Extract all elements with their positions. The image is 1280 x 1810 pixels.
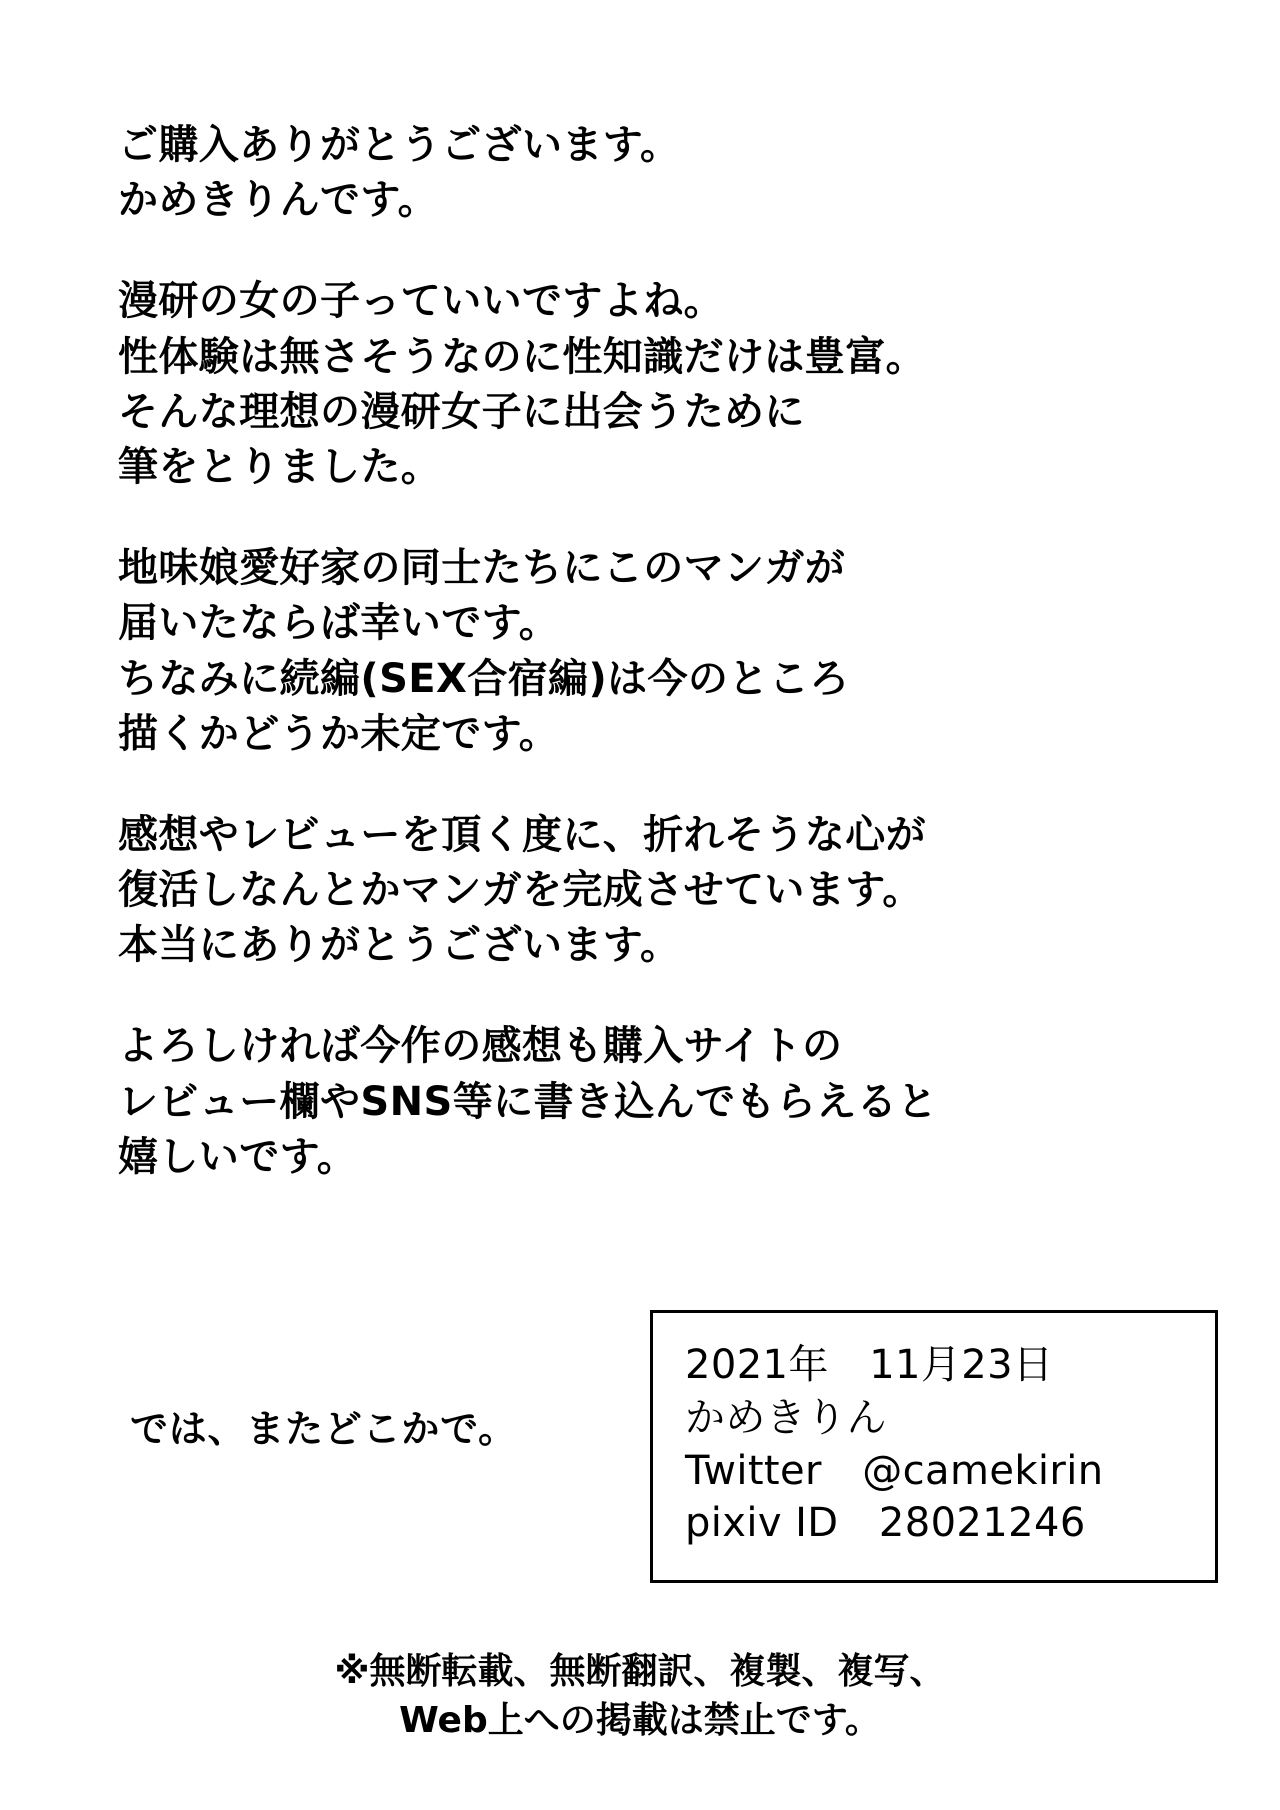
notice-line: ※無断転載、無断翻訳、複製、複写、 [334,1651,946,1692]
colophon-box [650,1310,1218,1583]
notice-line: Web上への掲載は禁止です。 [399,1699,881,1741]
afterword-line: ご購入ありがとうございます。 [118,122,681,168]
afterword-line: ちなみに続編(SEX合宿編)は今のところ [118,655,850,702]
afterword-line: 届いたならば幸いです。 [118,600,560,647]
afterword-paragraph [118,118,1178,228]
afterword-line: 性体験は無さそうなのに性知識だけは豊富。 [118,333,926,380]
afterword-paragraph [118,274,1178,495]
afterword-line: レビュー欄やSNS等に書き込んでもらえると [118,1078,938,1125]
afterword-line: 嬉しいです。 [118,1133,358,1180]
afterword-line: 筆をとりました。 [118,443,442,490]
colophon-author: かめきりん [685,1394,887,1441]
colophon-pixiv-id: pixiv ID 28021246 [685,1500,1086,1547]
afterword-line: 本当にありがとうございます。 [118,922,681,969]
afterword-line: 感想やレビューを頂く度に、折れそうな心が [118,811,926,858]
afterword-line: よろしければ今作の感想も購入サイトの [118,1023,843,1070]
colophon-date: 2021年 11月23日 [685,1342,1054,1388]
afterword-text-block [118,118,1178,1185]
afterword-paragraph [118,541,1178,762]
afterword-line: 描くかどうか未定です。 [118,710,560,757]
afterword-line: かめきりんです。 [118,177,438,224]
afterword-paragraph [118,1019,1178,1185]
afterword-line: 復活しなんとかマンガを完成させています。 [118,867,923,914]
copyright-notice [0,1648,1280,1745]
closing-line: では、またどこかで。 [130,1407,517,1451]
colophon-twitter: Twitter @camekirin [685,1447,1104,1494]
afterword-line: 地味娘愛好家の同士たちにこのマンガが [118,545,846,592]
afterword-paragraph [118,808,1178,974]
afterword-line: そんな理想の漫研女子に出会うために [118,388,805,435]
afterword-line: 漫研の女の子っていいですよね。 [118,278,724,325]
